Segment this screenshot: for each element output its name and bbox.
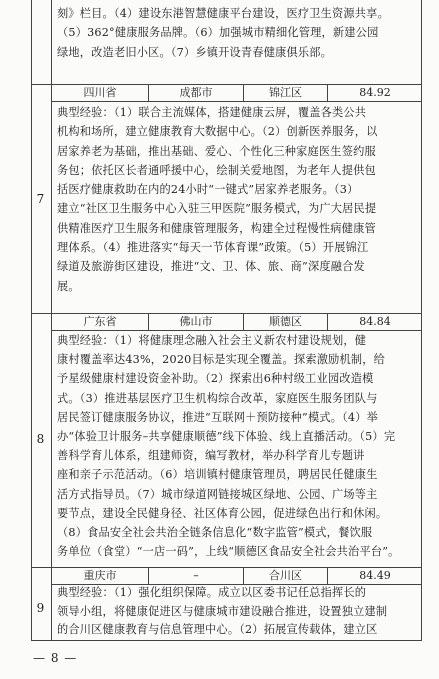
score-cell: 84.49: [359, 569, 391, 582]
text-line: 的合川区健康教育与信息管理中心。（2）拓展宣传载体，建立区: [57, 623, 378, 636]
text-line: 供精准医疗卫生服务和健康管理服务，构建全过程慢性病健康管: [57, 221, 376, 235]
province-cell: 广东省: [83, 315, 117, 328]
text-line: 善科学育儿体系，组建师资，编写教材，举办科学育儿专题讲: [57, 449, 365, 463]
page-number: — 8 —: [33, 651, 78, 665]
row-experience-text: [57, 103, 417, 296]
table-divider: [51, 101, 422, 102]
text-line: 典型经验：（1）联合主流媒体，搭建健康云屏，覆盖各类公共: [57, 106, 367, 119]
district-cell: 顺德区: [269, 315, 302, 328]
text-line: 办“体验卫计服务–共享健康顺德”线下体验、线上直播活动。（5）完: [57, 430, 396, 444]
text-line: 居民签订健康服务协议，推进“互联网＋预防接种”模式。（4）举: [57, 410, 379, 424]
row-index: 9: [36, 601, 45, 615]
text-line: 务包；依托区长者通呼援中心，绘制关爱地图，为老年人提供包: [57, 163, 376, 177]
text-line: （8）食品安全社会共治全链条信息化“数字监管”模式，餐饮服: [57, 526, 373, 540]
score-cell: 84.92: [359, 86, 391, 99]
city-cell: 佛山市: [179, 315, 213, 328]
text-line: 机构和场所，建立健康教育大数据中心。（2）创新医养服务，以: [57, 125, 378, 139]
text-line: 绿地，改造老旧小区。（7）乡镇开设青春健康俱乐部。: [57, 45, 333, 59]
row-index: 7: [36, 192, 45, 206]
row-experience-text: [57, 331, 417, 561]
text-line: 要节点，建设全民健身径、社区体育公园，促进绿色出行和休闲。: [57, 506, 388, 520]
district-cell: 锦江区: [269, 86, 302, 99]
province-cell: 四川省: [83, 86, 117, 99]
text-line: 括医疗健康救助在内的24小时“一键式”居家养老服务。（3）: [57, 183, 359, 197]
text-line: 理体系。（4）推进落实“每天一节体育课”政策。（5）开展锦江: [57, 241, 369, 255]
text-line: 活方式指导员。（7）城市绿道网链接城区绿地、公园、广场等主: [57, 487, 378, 501]
city-cell: 成都市: [179, 86, 213, 99]
table-divider: [31, 640, 422, 641]
province-cell: 重庆市: [83, 569, 117, 582]
district-cell: 合川区: [269, 569, 302, 582]
text-line: （5）362°健康服务品牌。（6）加强城市精细化管理，新建公园: [57, 26, 379, 40]
row-experience-text: [57, 584, 417, 640]
text-line: 建立“社区卫生服务中心入驻三甲医院”服务模式，为广大居民提: [57, 202, 377, 216]
row-index: 8: [36, 432, 45, 446]
text-line: 典型经验：（1）将健康理念融入社会主义新农村建设规划，健: [57, 334, 367, 347]
text-line: 展。: [57, 279, 80, 293]
text-line: 领导小组，将健康促进区与健康城市建设融合推进，设置独立建制: [57, 604, 388, 618]
text-line: 予星级健康村建设资金补助。（2）探索出6种村级工业园改造模: [57, 372, 374, 386]
score-cell: 84.84: [359, 315, 391, 328]
text-line: 座和亲子示范活动。（6）培训镇村健康管理员，聘居民任健康生: [57, 468, 378, 482]
continued-text: [57, 4, 417, 62]
text-line: 康村覆盖率达43%，2020目标是实现全覆盖。探索激励机制，给: [57, 353, 386, 367]
text-line: 务单位（食堂）“一店一码”，上线“顺德区食品安全社会共治平台”。: [57, 545, 400, 559]
text-line: 居家养老为基础，推出基础、爱心、个性化三种家庭医生签约服: [57, 144, 376, 158]
text-line: 典型经验：（1）强化组织保障。成立以区委书记任总指挥长的: [57, 586, 367, 599]
city-cell: –: [193, 569, 199, 582]
text-line: 刻》栏目。（4）建设东港智慧健康平台建设，医疗卫生资源共享。: [57, 7, 389, 20]
text-line: 绿道及旅游街区建设，推进“文、卫、体、旅、商”深度融合发: [57, 260, 365, 274]
text-line: 式。（3）推进基层医疗卫生机构综合改革，家庭医生服务团队与: [57, 391, 378, 405]
